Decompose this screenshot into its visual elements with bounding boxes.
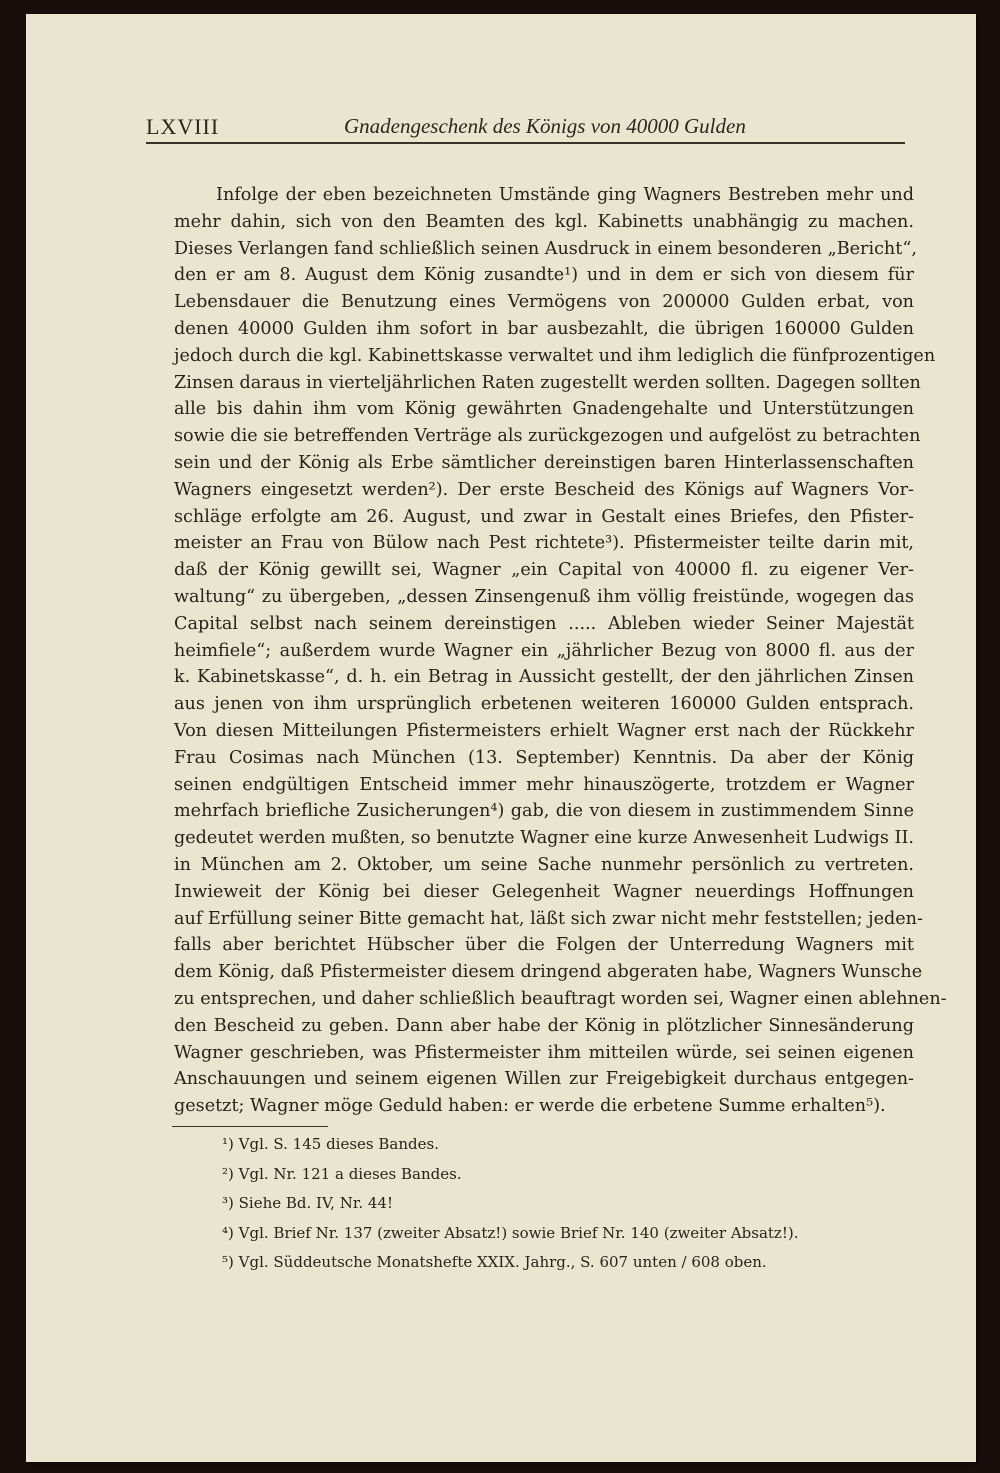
text-line: jedoch durch die kgl. Kabinettskasse verwaltet und ihm lediglich die fünfprozentigen xyxy=(174,345,936,366)
text-line: Anschauungen und seinem eigenen Willen zur Freigebigkeit durchaus entgegen- xyxy=(174,1069,914,1090)
text-line: Capital selbst nach seinem dereinstigen ..... Ableben wieder Seiner Majestät xyxy=(174,613,914,634)
text-line: falls aber berichtet Hübscher über die Folgen der Unterredung Wagners mit xyxy=(174,935,914,956)
page-number: LXVIII xyxy=(146,114,220,139)
text-line: dem König, daß Pfistermeister diesem dringend abgeraten habe, Wagners Wunsche xyxy=(174,962,923,983)
footnote: ⁴) Vgl. Brief Nr. 137 (zweiter Absatz!) sowie Brief Nr. 140 (zweiter Absatz!). xyxy=(222,1223,799,1242)
text-line: auf Erfüllung seiner Bitte gemacht hat, läßt sich zwar nicht mehr feststellen; jeden- xyxy=(174,908,923,929)
text-line: Dieses Verlangen fand schließlich seinen Ausdruck in einem besonderen „Bericht“, xyxy=(174,238,917,259)
footnote: ²) Vgl. Nr. 121 a dieses Bandes. xyxy=(222,1164,462,1183)
text-line: heimfiele“; außerdem wurde Wagner ein „jährlicher Bezug von 8000 fl. aus der xyxy=(174,640,914,661)
text-line: meister an Frau von Bülow nach Pest richtete³). Pfistermeister teilte darin mit, xyxy=(174,533,914,554)
footnote-rule xyxy=(172,1126,328,1127)
text-line: sowie die sie betreffenden Verträge als zurückgezogen und aufgelöst zu betrachten xyxy=(174,426,921,447)
running-title: Gnadengeschenk des Königs von 40000 Gulden xyxy=(344,114,746,138)
body-paragraph xyxy=(174,182,947,1120)
footnote: ³) Siehe Bd. IV, Nr. 44! xyxy=(222,1194,394,1212)
text-line: seinen endgültigen Entscheid immer mehr hinauszögerte, trotzdem er Wagner xyxy=(174,774,914,795)
text-line: denen 40000 Gulden ihm sofort in bar ausbezahlt, die übrigen 160000 Gulden xyxy=(174,318,914,339)
footnote: ⁵) Vgl. Süddeutsche Monatshefte XXIX. Jahrg., S. 607 unten / 608 oben. xyxy=(222,1253,767,1271)
text-line: aus jenen von ihm ursprünglich erbetenen weiteren 160000 Gulden entsprach. xyxy=(174,694,914,715)
text-line: Lebensdauer die Benutzung eines Vermögens von 200000 Gulden erbat, von xyxy=(174,292,914,313)
text-line: Infolge der eben bezeichneten Umstände ging Wagners Bestreben mehr und xyxy=(216,185,914,205)
text-line: zu entsprechen, und daher schließlich beauftragt worden sei, Wagner einen ablehnen- xyxy=(174,988,947,1009)
text-line: waltung“ zu übergeben, „dessen Zinsengenuß ihm völlig freistünde, wogegen das xyxy=(174,586,914,607)
text-line: Inwieweit der König bei dieser Gelegenheit Wagner neuerdings Hoffnungen xyxy=(174,881,914,902)
text-line: Von diesen Mitteilungen Pfistermeisters erhielt Wagner erst nach der Rückkehr xyxy=(174,720,914,741)
text-line: alle bis dahin ihm vom König gewährten Gnadengehalte und Unterstützungen xyxy=(174,399,914,420)
page-header xyxy=(146,104,905,144)
text-line: Wagner geschrieben, was Pfistermeister ihm mitteilen würde, sei seinen eigenen xyxy=(174,1042,914,1063)
text-line: Frau Cosimas nach München (13. September) Kenntnis. Da aber der König xyxy=(174,747,914,768)
text-line: k. Kabinetskasse“, d. h. ein Betrag in Aussicht gestellt, der den jährlichen Zinsen xyxy=(174,667,914,688)
text-line: sein und der König als Erbe sämtlicher dereinstigen baren Hinterlassenschaften xyxy=(174,452,914,473)
text-line: schläge erfolgte am 26. August, und zwar in Gestalt eines Briefes, den Pfister- xyxy=(174,506,914,527)
text-line: Zinsen daraus in vierteljährlichen Raten zugestellt werden sollten. Dagegen sollten xyxy=(174,372,921,393)
footnote: ¹) Vgl. S. 145 dieses Bandes. xyxy=(222,1135,439,1153)
text-line: daß der König gewillt sei, Wagner „ein Capital von 40000 fl. zu eigener Ver- xyxy=(174,560,914,581)
text-line: den er am 8. August dem König zusandte¹) und in dem er sich von diesem für xyxy=(174,265,914,286)
footnotes xyxy=(222,1130,902,1278)
text-line: den Bescheid zu geben. Dann aber habe der König in plötzlicher Sinnesänderung xyxy=(174,1015,914,1036)
text-line: mehr dahin, sich von den Beamten des kgl. Kabinetts unabhängig zu machen. xyxy=(174,211,914,232)
text-line: mehrfach briefliche Zusicherungen⁴) gab, die von diesem in zustimmendem Sinne xyxy=(174,801,914,822)
text-line: gesetzt; Wagner möge Geduld haben: er werde die erbetene Summe erhalten⁵). xyxy=(174,1096,886,1117)
text-line: in München am 2. Oktober, um seine Sache nunmehr persönlich zu vertreten. xyxy=(174,854,914,875)
text-line: gedeutet werden mußten, so benutzte Wagner eine kurze Anwesenheit Ludwigs II. xyxy=(174,828,914,849)
text-line: Wagners eingesetzt werden²). Der erste Bescheid des Königs auf Wagners Vor- xyxy=(174,479,914,500)
